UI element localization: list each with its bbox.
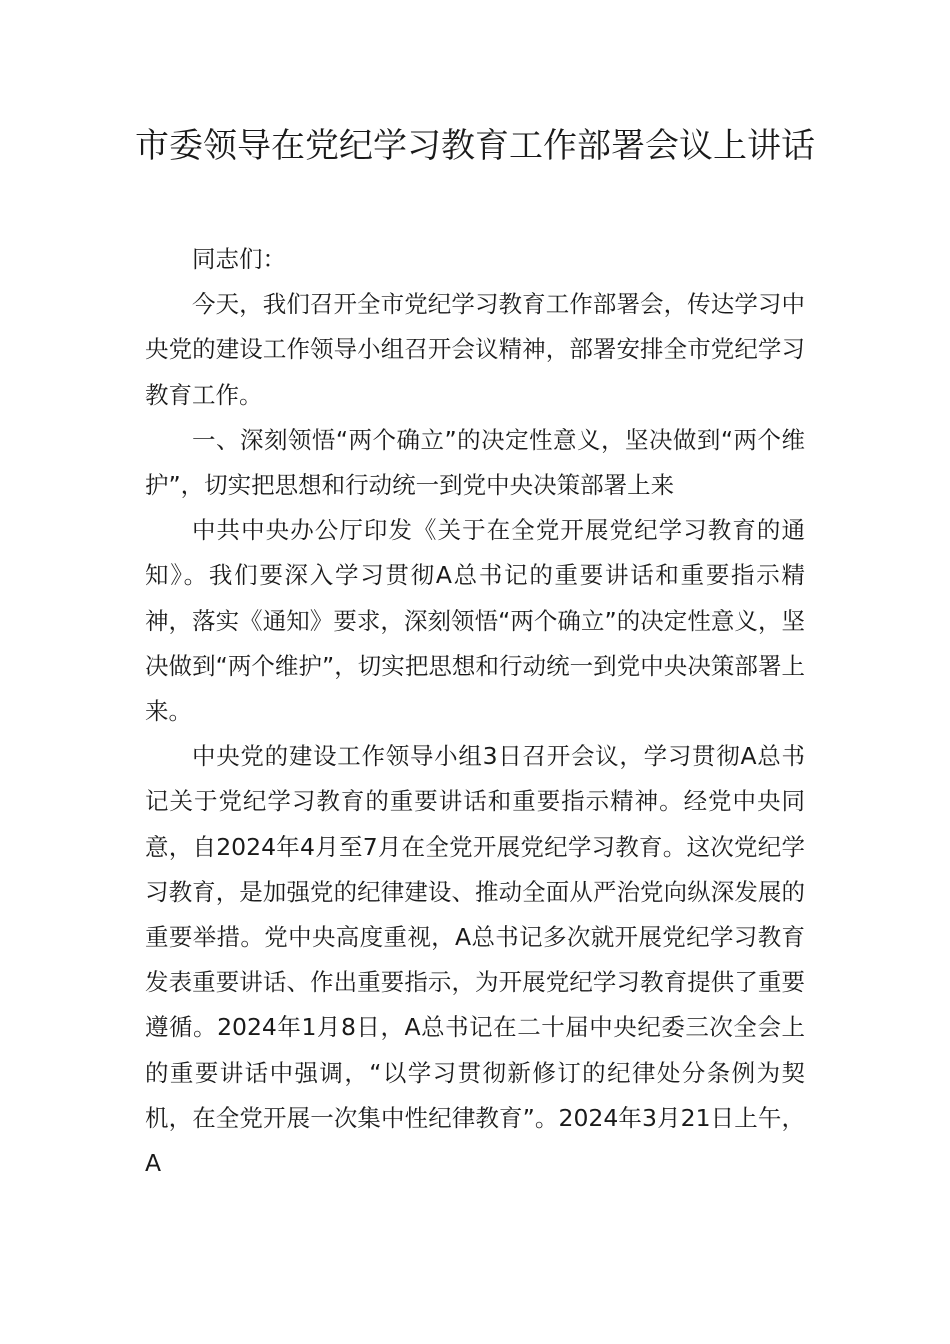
paragraph-meeting: 中央党的建设工作领导小组3日召开会议，学习贯彻A总书记关于党纪学习教育的重要讲话和重要指示精神。经党中央同意，自2024年4月至7月在全党开展党纪学习教育。这次党纪学习教育，是加强党的纪律建设、推动全面从严治党向纵深发展的重要举措。党中央高度重视，A总书记多次就开展党纪学习教育发表重要讲话、作出重要指示，为开展党纪学习教育提供了重要遵循。2024年1月8日，A总书记在二十届中央纪委三次全会上的重要讲话中强调，“以学习贯彻新修订的纪律处分条例为契机，在全党开展一次集中性纪律教育”。2024年3月21日上午，A (145, 742, 805, 1178)
paragraph-intro: 今天，我们召开全市党纪学习教育工作部署会，传达学习中央党的建设工作领导小组召开会议精神，部署安排全市党纪学习教育工作。 (145, 290, 805, 409)
salutation: 同志们： (192, 245, 286, 273)
document-body (145, 237, 805, 1186)
document-title: 市委领导在党纪学习教育工作部署会议上讲话 (135, 126, 815, 166)
section-heading-1: 一、深刻领悟“两个确立”的决定性意义，坚决做到“两个维护”，切实把思想和行动统一到党中央决策部署上来 (145, 425, 805, 500)
paragraph-notice: 中共中央办公厅印发《关于在全党开展党纪学习教育的通知》。我们要深入学习贯彻A总书记的重要讲话和重要指示精神，落实《通知》要求，深刻领悟“两个确立”的决定性意义，坚决做到“两个维护”，切实把思想和行动统一到党中央决策部署上来。 (145, 516, 805, 726)
